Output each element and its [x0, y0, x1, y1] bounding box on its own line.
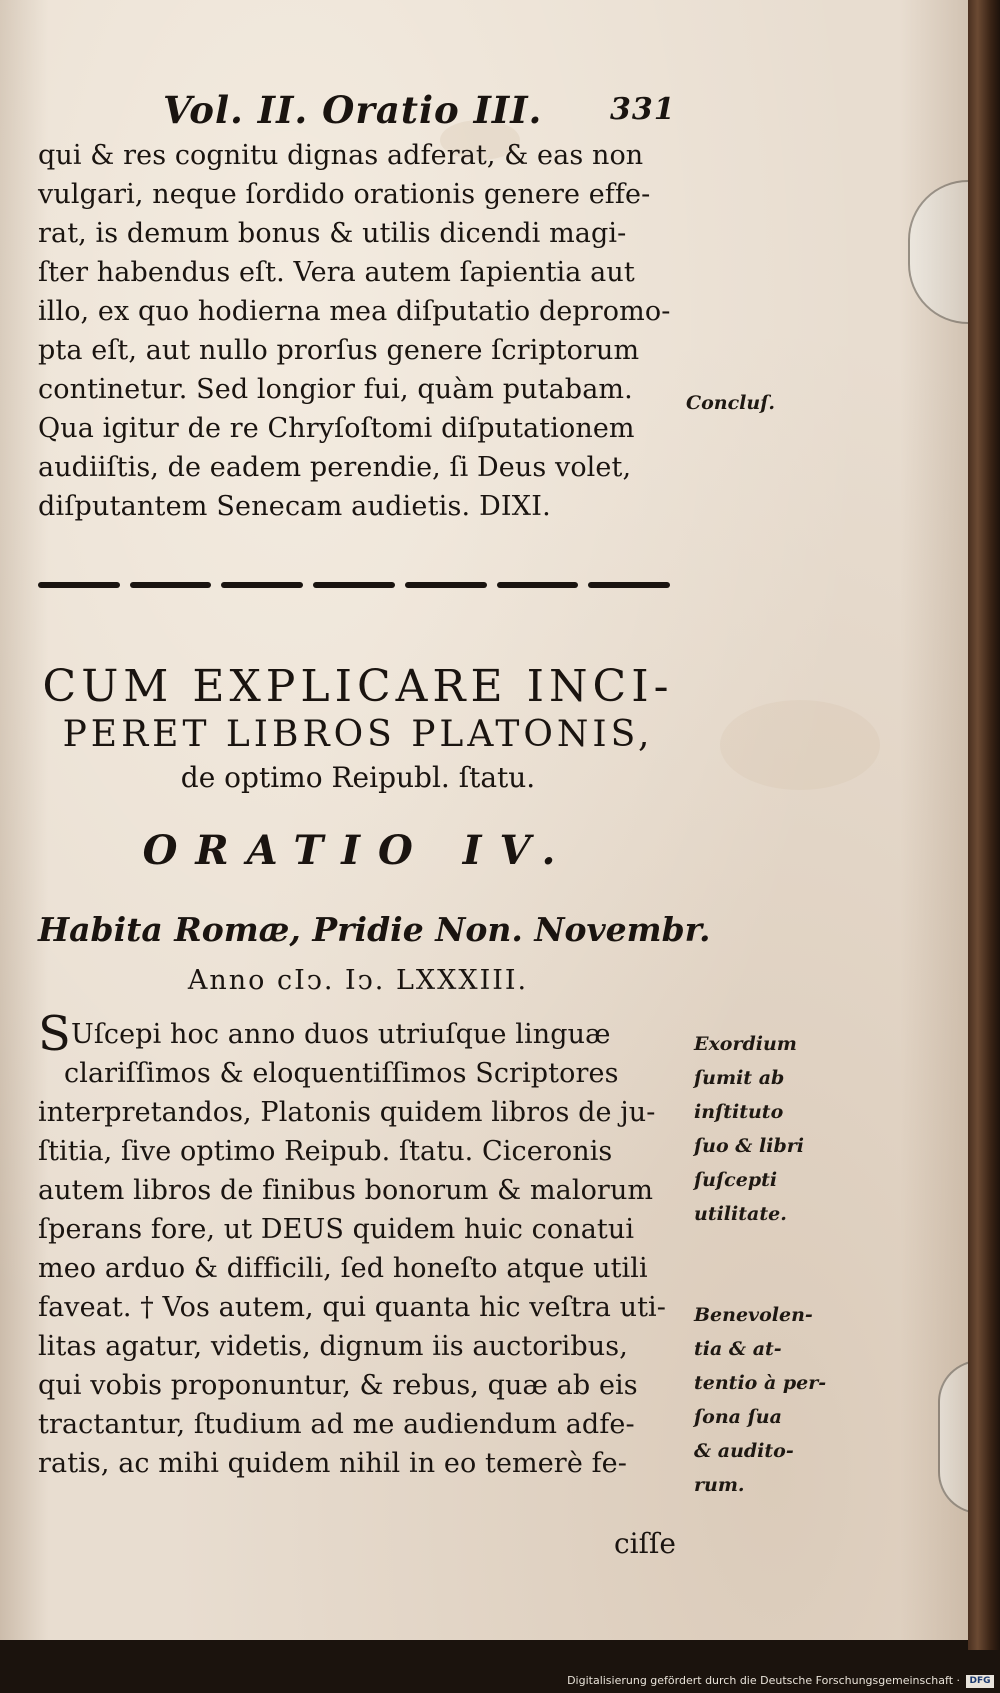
text-line: meo arduo & difficili, ſed honeſto atque utili — [38, 1253, 648, 1284]
dfg-logo: DFG — [966, 1675, 994, 1688]
text-line: ſter habendus eſt. Vera autem ſapientia aut — [38, 257, 635, 288]
running-header — [38, 84, 678, 136]
oration-body — [38, 1006, 678, 1483]
drop-cap: S — [38, 1006, 71, 1062]
text-line: autem libros de finibus bonorum & malorum — [38, 1175, 654, 1206]
year-line: Anno cIↄ. Iↄ. LXXXIII. — [187, 965, 529, 996]
text-line: diſputantem Senecam audietis. DIXI. — [38, 491, 551, 522]
funding-credit: Digitalisierung gefördert durch die Deutsche Forschungsgemeinschaft · — [567, 1674, 960, 1687]
text-line: faveat. † Vos autem, qui quanta hic veſtra uti- — [38, 1292, 666, 1323]
text-line: qui vobis proponuntur, & rebus, quæ ab eis — [38, 1370, 638, 1401]
text-line: rat, is demum bonus & utilis dicendi magi- — [38, 218, 627, 249]
title-line-2: PERET LIBROS PLATONIS, — [62, 714, 654, 755]
text-line: pta eſt, aut nullo prorſus genere ſcriptorum — [38, 335, 640, 366]
text-line: illo, ex quo hodierna mea diſputatio depromo- — [38, 296, 671, 327]
text-line: audiiſtis, de eadem perendie, ſi Deus volet, — [38, 452, 632, 483]
running-head: Vol. II. Oratio III. — [163, 88, 543, 132]
habita-line: Habita Romæ, Pridie Non. Novembr. — [38, 910, 711, 949]
previous-oration-ending — [38, 84, 678, 526]
page-number: 331 — [610, 92, 676, 127]
text-line: ſperans fore, ut DEUS quidem huic conatui — [38, 1214, 635, 1245]
decorative-rule — [38, 578, 670, 592]
text-line: qui & res cognitu dignas adferat, & eas non — [38, 140, 644, 171]
text-line: Qua igitur de re Chryſoſtomi diſputationem — [38, 413, 635, 444]
text-line: tractantur, ſtudium ad me audiendum adfe- — [38, 1409, 635, 1440]
marginal-note-benevolentia: Benevolen- tia & at- tentio à per- ſona ſua & audito- rum. — [694, 1304, 827, 1496]
footer-bar — [0, 1655, 1000, 1693]
text-line: SUſcepi hoc anno duos utriuſque linguæ — [38, 1006, 611, 1062]
text-line: clariſſimos & eloquentiſſimos Scriptores — [64, 1058, 619, 1089]
title-line-1: CUM EXPLICARE INCI- — [42, 661, 674, 712]
title-line-3: de optimo Reipubl. ſtatu. — [180, 761, 536, 794]
oration-title — [38, 662, 678, 798]
text-line: ſtitia, ſive optimo Reipub. ſtatu. Ciceronis — [38, 1136, 613, 1167]
text-line: vulgari, neque ſordido orationis genere effe- — [38, 179, 651, 210]
text-line: litas agatur, videtis, dignum iis auctoribus, — [38, 1331, 628, 1362]
marginal-note-conclusio: Concluſ. — [686, 392, 775, 414]
text-line: interpretandos, Platonis quidem libros de ju- — [38, 1097, 656, 1128]
book-fore-edge — [968, 0, 1000, 1650]
oratio-heading: ORATIO IV. — [142, 827, 574, 874]
paper-stain — [720, 700, 880, 790]
catchword: ciſſe — [614, 1527, 676, 1560]
text-line: continetur. Sed longior fui, quàm putabam. — [38, 374, 633, 405]
marginal-note-exordium: Exordium ſumit ab inſtituto ſuo & libri ſuſcepti utilitate. — [694, 1033, 804, 1225]
text-line: ratis, ac mihi quidem nihil in eo temerè fe- — [38, 1448, 627, 1479]
